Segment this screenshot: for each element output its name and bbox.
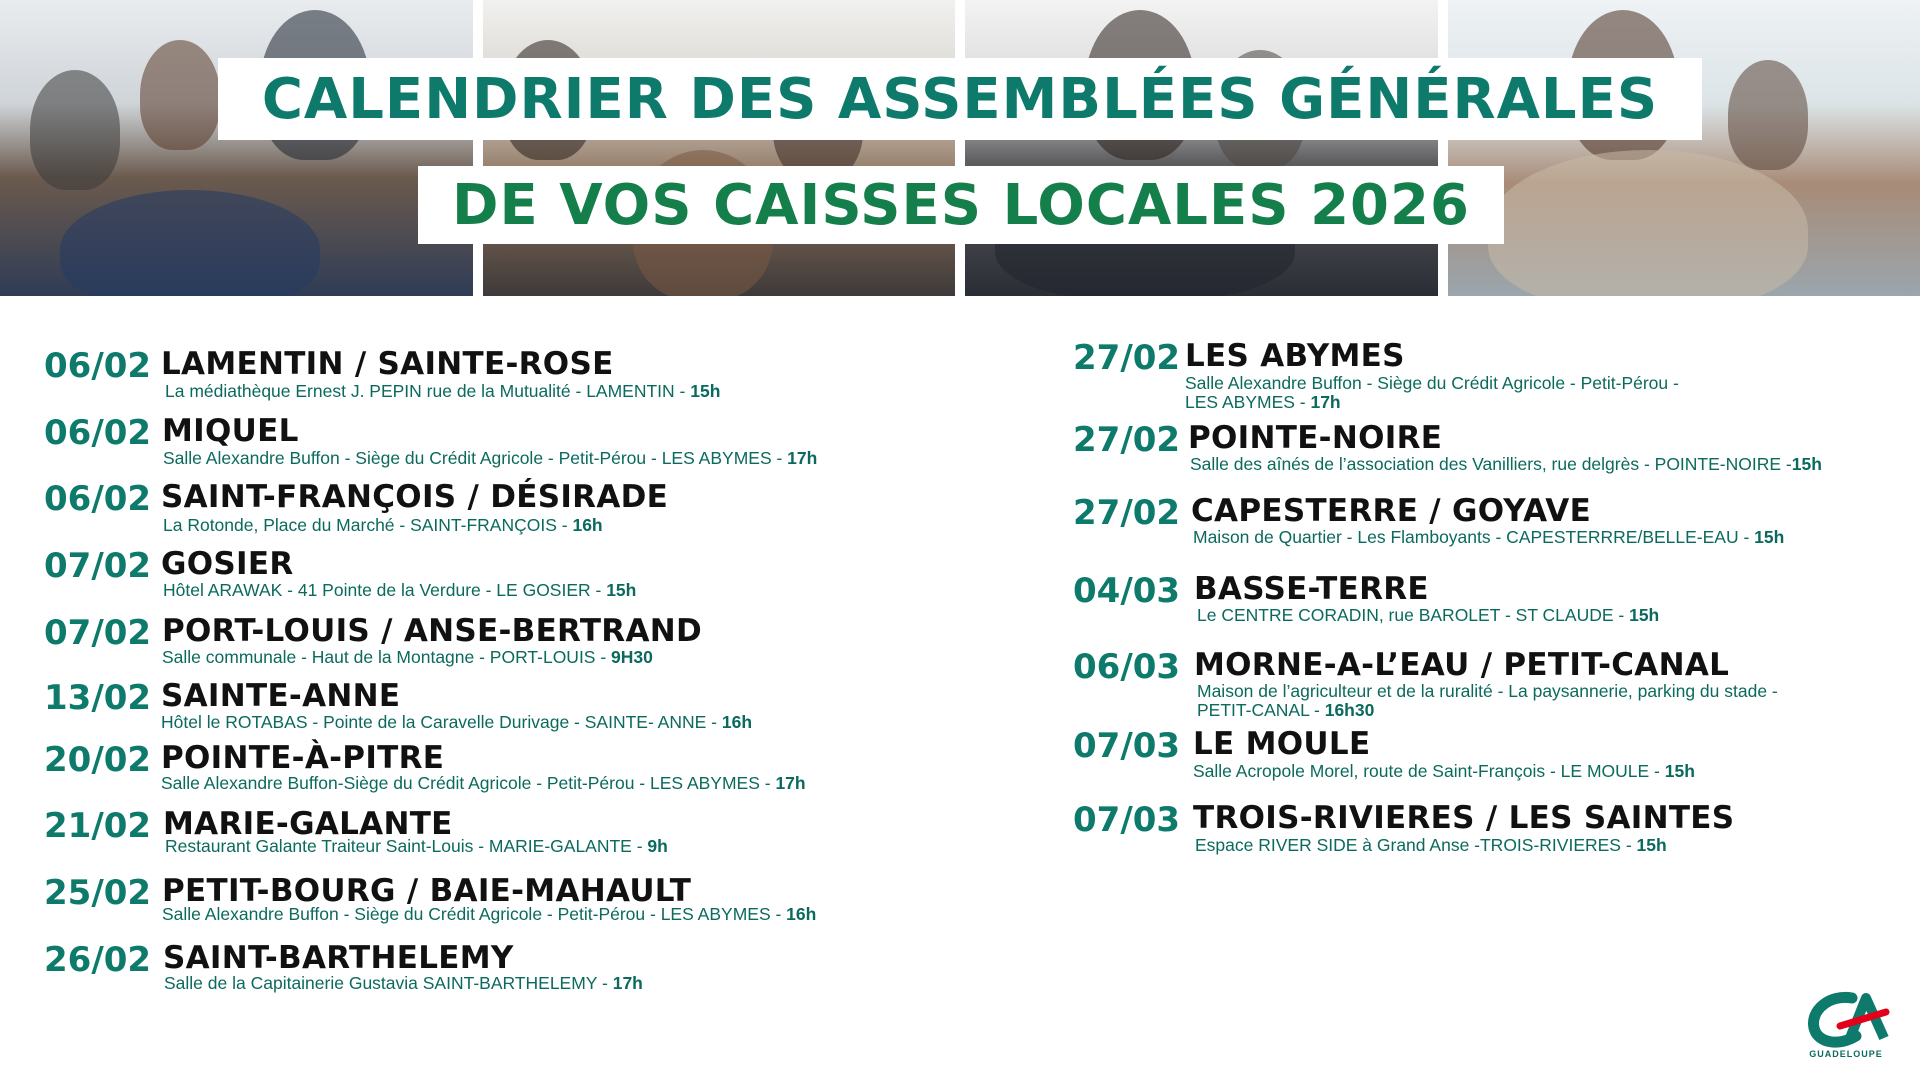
event-time: 16h (572, 515, 603, 535)
event-location: PETIT-BOURG / BAIE-MAHAULT (162, 873, 692, 909)
event-location: MARIE-GALANTE (163, 806, 453, 842)
event-detail: La médiathèque Ernest J. PEPIN rue de la Mutualité - LAMENTIN - 15h (165, 381, 721, 401)
event-date: 07/02 (44, 546, 152, 586)
event-date: 07/02 (44, 613, 152, 653)
audience-photo-1 (0, 0, 473, 296)
event-date: 06/03 (1073, 647, 1181, 687)
event-date: 13/02 (44, 678, 152, 718)
event-date: 04/03 (1073, 571, 1181, 611)
event-time: 15h (1629, 605, 1660, 625)
event-detail: Salle Alexandre Buffon - Siège du Crédit Agricole - Petit-Pérou - LES ABYMES - 16h (162, 904, 817, 924)
audience-photo-4 (1448, 0, 1920, 296)
event-location: GOSIER (161, 546, 294, 582)
event-detail: Restaurant Galante Traiteur Saint-Louis - MARIE-GALANTE - 9h (165, 836, 668, 856)
event-detail: La Rotonde, Place du Marché - SAINT-FRANÇOIS - 16h (163, 515, 603, 535)
event-time: 16h (721, 712, 753, 732)
page-title-line-1: CALENDRIER DES ASSEMBLÉES GÉNÉRALES (218, 58, 1702, 140)
event-location: SAINT-BARTHELEMY (163, 940, 514, 976)
event-detail: Le CENTRE CORADIN, rue BAROLET - ST CLAUDE - 15h (1197, 605, 1660, 625)
event-date: 21/02 (44, 806, 152, 846)
event-time: 15h (690, 381, 721, 401)
audience-photo-3 (965, 0, 1438, 296)
event-detail: Salle Alexandre Buffon - Siège du Crédit Agricole - Petit-Pérou - LES ABYMES - 17h (163, 448, 818, 468)
event-detail: Salle Acropole Morel, route de Saint-François - LE MOULE - 15h (1193, 761, 1695, 781)
event-time: 9h (647, 836, 668, 856)
event-date: 06/02 (44, 413, 152, 453)
event-date: 06/02 (44, 479, 152, 519)
event-location: SAINT-FRANÇOIS / DÉSIRADE (161, 479, 669, 515)
event-detail: Maison de l’agriculteur et de la ruralité - La paysannerie, parking du stade - PETIT-CANAL - 16h30 (1197, 681, 1778, 720)
event-time: 15h (1754, 527, 1785, 547)
event-location: MORNE-A-L’EAU / PETIT-CANAL (1194, 647, 1730, 683)
event-time: 17h (612, 973, 643, 993)
event-detail: Salle des aînés de l’association des Vanilliers, rue delgrès - POINTE-NOIRE -15h (1190, 454, 1822, 474)
event-location: CAPESTERRE / GOYAVE (1191, 493, 1592, 529)
event-location: POINTE-À-PITRE (161, 740, 445, 776)
event-location: LAMENTIN / SAINTE-ROSE (161, 346, 614, 382)
event-detail: Hôtel ARAWAK - 41 Pointe de la Verdure - LE GOSIER - 15h (163, 580, 637, 600)
event-time: 15h (1636, 835, 1667, 855)
event-date: 27/02 (1073, 338, 1181, 378)
event-detail: Salle de la Capitainerie Gustavia SAINT-BARTHELEMY - 17h (164, 973, 643, 993)
event-location: TROIS-RIVIERES / LES SAINTES (1193, 800, 1735, 836)
event-date: 07/03 (1073, 800, 1181, 840)
event-location: LES ABYMES (1185, 338, 1405, 374)
event-detail: Espace RIVER SIDE à Grand Anse -TROIS-RIVIERES - 15h (1195, 835, 1667, 855)
event-location: BASSE-TERRE (1194, 571, 1429, 607)
page-title-line-2: DE VOS CAISSES LOCALES 2026 (418, 166, 1504, 244)
event-date: 25/02 (44, 873, 152, 913)
event-time: 17h (775, 773, 806, 793)
event-date: 20/02 (44, 740, 152, 780)
event-location: SAINTE-ANNE (161, 678, 401, 714)
event-location: PORT-LOUIS / ANSE-BERTRAND (162, 613, 703, 649)
event-time: 17h (787, 448, 818, 468)
event-detail: Salle communale - Haut de la Montagne - PORT-LOUIS - 9H30 (162, 647, 653, 667)
event-detail: Salle Alexandre Buffon-Siège du Crédit Agricole - Petit-Pérou - LES ABYMES - 17h (161, 773, 806, 793)
event-location: LE MOULE (1193, 726, 1371, 762)
event-detail: Salle Alexandre Buffon - Siège du Crédit Agricole - Petit-Pérou - LES ABYMES - 17h (1185, 373, 1679, 412)
event-detail: Maison de Quartier - Les Flamboyants - CAPESTERRRE/BELLE-EAU - 15h (1193, 527, 1785, 547)
event-date: 27/02 (1073, 493, 1181, 533)
event-time: 15h (1791, 454, 1822, 474)
event-date: 27/02 (1073, 420, 1181, 460)
event-time: 15h (606, 580, 637, 600)
audience-photo-2 (483, 0, 956, 296)
event-time: 16h30 (1324, 700, 1375, 720)
logo-caption: GUADELOUPE (1809, 1049, 1883, 1059)
event-location: MIQUEL (162, 413, 299, 449)
event-time: 16h (786, 904, 817, 924)
event-date: 26/02 (44, 940, 152, 980)
event-time: 9H30 (611, 647, 653, 667)
event-location: POINTE-NOIRE (1188, 420, 1443, 456)
event-date: 06/02 (44, 346, 152, 386)
header-banner (0, 0, 1920, 296)
event-date: 07/03 (1073, 726, 1181, 766)
event-time: 17h (1310, 392, 1341, 412)
event-time: 15h (1664, 761, 1695, 781)
event-detail: Hôtel le ROTABAS - Pointe de la Caravelle Durivage - SAINTE- ANNE - 16h (161, 712, 753, 732)
